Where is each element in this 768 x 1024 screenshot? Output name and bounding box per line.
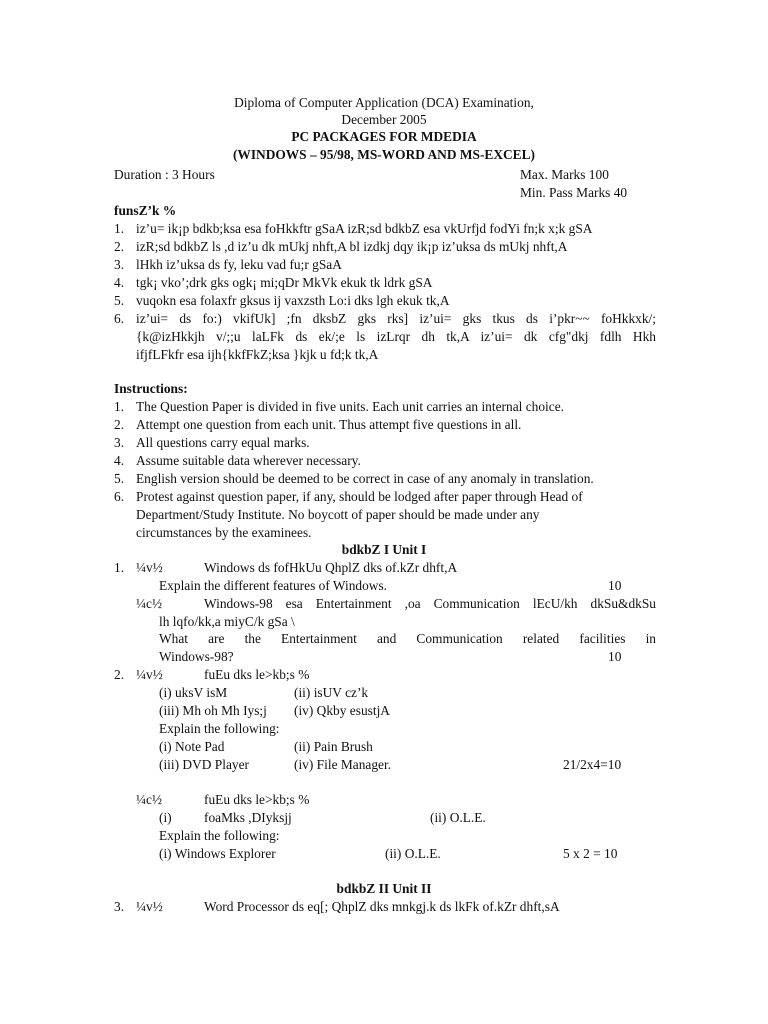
sub-question-label: ¼v½ bbox=[136, 667, 163, 682]
question-text: Explain the following: bbox=[159, 721, 280, 736]
hindi-instructions-heading: funsZ’k % bbox=[114, 203, 177, 218]
option-item: (ii) isUV cz’k bbox=[294, 685, 369, 700]
max-marks: Max. Marks 100 bbox=[520, 167, 609, 182]
exam-date: December 2005 bbox=[341, 112, 427, 127]
list-item-number: 1. bbox=[114, 399, 125, 414]
list-item: Protest against question paper, if any, should be lodged after paper through Head of bbox=[136, 489, 583, 504]
option-item: (ii) O.L.E. bbox=[430, 810, 486, 825]
question-text-hindi: Word Processor ds eq[; QhplZ dks mnkgj.k ds lkFk of.kZr dhft,sA bbox=[204, 899, 560, 914]
sub-question-label: ¼c½ bbox=[136, 596, 163, 611]
list-item-continued: circumstances by the examinees. bbox=[136, 525, 312, 540]
list-item: iz’ui= ds fo:) vkifUk] ;fn dksbZ gks rks] iz’ui= gks tkus ds i’pkr~~ foHkkxk/; bbox=[136, 311, 656, 326]
list-item: vuqokn esa folaxfr gksus ij vaxzsth Lo:i dks lgh ekuk tk,A bbox=[136, 293, 450, 308]
list-item-number: 4. bbox=[114, 453, 125, 468]
list-item-continued: ifjfLFkfr esa ijh{kkfFkZ;ksa }kjk u fd;k tk,A bbox=[136, 347, 379, 362]
list-item: All questions carry equal marks. bbox=[136, 435, 310, 450]
marks: 5 x 2 = 10 bbox=[563, 846, 618, 861]
sub-question-label: ¼v½ bbox=[136, 560, 163, 575]
list-item-continued: Department/Study Institute. No boycott of paper should be made under any bbox=[136, 507, 540, 522]
option-item: (iv) File Manager. bbox=[294, 757, 392, 772]
list-item-number: 3. bbox=[114, 435, 125, 450]
question-text-hindi: lh lqfo/kk,a miyC/k gSa \ bbox=[159, 614, 295, 629]
question-text-hindi: fuEu dks le>kb;s % bbox=[204, 667, 310, 682]
list-item-number: 5. bbox=[114, 293, 125, 308]
list-item: iz’u= ik¡p bdkb;ksa esa foHkkftr gSaA izR;sd bdkbZ esa vkUrfjd fodYi fn;k x;k gSA bbox=[136, 221, 593, 236]
unit-heading: bdkbZ II Unit II bbox=[336, 881, 432, 896]
list-item: Assume suitable data wherever necessary. bbox=[136, 453, 361, 468]
sub-question-label: ¼c½ bbox=[136, 792, 163, 807]
question-text-hindi: Windows ds fofHkUu QhplZ dks of.kZr dhft,A bbox=[204, 560, 458, 575]
option-item: (iii) Mh oh Mh Iys;j bbox=[159, 703, 267, 718]
question-text-hindi: fuEu dks le>kb;s % bbox=[204, 792, 310, 807]
question-text: Explain the following: bbox=[159, 828, 280, 843]
list-item: izR;sd bdkbZ ls ,d iz’u dk mUkj nhft,A bl izdkj dqy ik¡p iz’uksa ds mUkj nhft,A bbox=[136, 239, 568, 254]
question-text: Windows-98? bbox=[159, 649, 234, 664]
option-item: (i) Note Pad bbox=[159, 739, 225, 754]
question-text-hindi: Windows-98 esa Entertainment ,oa Communication lEcU/kh dkSu&dkSu bbox=[204, 596, 656, 611]
list-item: The Question Paper is divided in five units. Each unit carries an internal choice. bbox=[136, 399, 564, 414]
question-text: What are the Entertainment and Communication related facilities in bbox=[159, 631, 656, 646]
exam-title: Diploma of Computer Application (DCA) Examination, bbox=[234, 95, 534, 110]
list-item-number: 1. bbox=[114, 221, 125, 236]
paper-subtitle: (WINDOWS – 95/98, MS-WORD AND MS-EXCEL) bbox=[232, 147, 536, 162]
instructions-heading: Instructions: bbox=[114, 381, 188, 396]
option-item: (ii) Pain Brush bbox=[294, 739, 373, 754]
question-text: Explain the different features of Windows. bbox=[159, 578, 388, 593]
marks: 10 bbox=[608, 649, 622, 664]
question-number: 1. bbox=[114, 560, 125, 575]
list-item-number: 2. bbox=[114, 239, 125, 254]
list-item: English version should be deemed to be correct in case of any anomaly in translation. bbox=[136, 471, 594, 486]
sub-question-label: ¼v½ bbox=[136, 899, 163, 914]
question-number: 2. bbox=[114, 667, 125, 682]
option-item: (i) bbox=[159, 810, 172, 825]
paper-title: PC PACKAGES FOR MDEDIA bbox=[291, 129, 477, 144]
marks: 10 bbox=[608, 578, 622, 593]
list-item-number: 2. bbox=[114, 417, 125, 432]
option-item: (iv) Qkby esustjA bbox=[294, 703, 390, 718]
option-item: (i) Windows Explorer bbox=[159, 846, 276, 861]
option-item: (iii) DVD Player bbox=[159, 757, 249, 772]
unit-heading: bdkbZ I Unit I bbox=[341, 542, 427, 557]
list-item-continued: {k@izHkkjh v/;;u laLFk ds ek/;e ls izLrqr dh tk,A iz’ui= dk cfg"dkj fdlh Hkh bbox=[136, 329, 656, 344]
marks: 21/2x4=10 bbox=[563, 757, 622, 772]
duration: Duration : 3 Hours bbox=[114, 167, 215, 182]
list-item: lHkh iz’uksa ds fy, leku vad fu;r gSaA bbox=[136, 257, 342, 272]
option-item: (i) uksV isM bbox=[159, 685, 228, 700]
list-item-number: 6. bbox=[114, 311, 125, 326]
list-item: tgk¡ vko’;drk gks ogk¡ mi;qDr MkVk ekuk tk ldrk gSA bbox=[136, 275, 433, 290]
question-number: 3. bbox=[114, 899, 125, 914]
list-item-number: 5. bbox=[114, 471, 125, 486]
list-item-number: 6. bbox=[114, 489, 125, 504]
option-item: foaMks ,DIyksjj bbox=[204, 810, 292, 825]
list-item: Attempt one question from each unit. Thus attempt five questions in all. bbox=[136, 417, 522, 432]
min-pass-marks: Min. Pass Marks 40 bbox=[520, 185, 628, 200]
option-item: (ii) O.L.E. bbox=[385, 846, 441, 861]
list-item-number: 3. bbox=[114, 257, 125, 272]
list-item-number: 4. bbox=[114, 275, 125, 290]
